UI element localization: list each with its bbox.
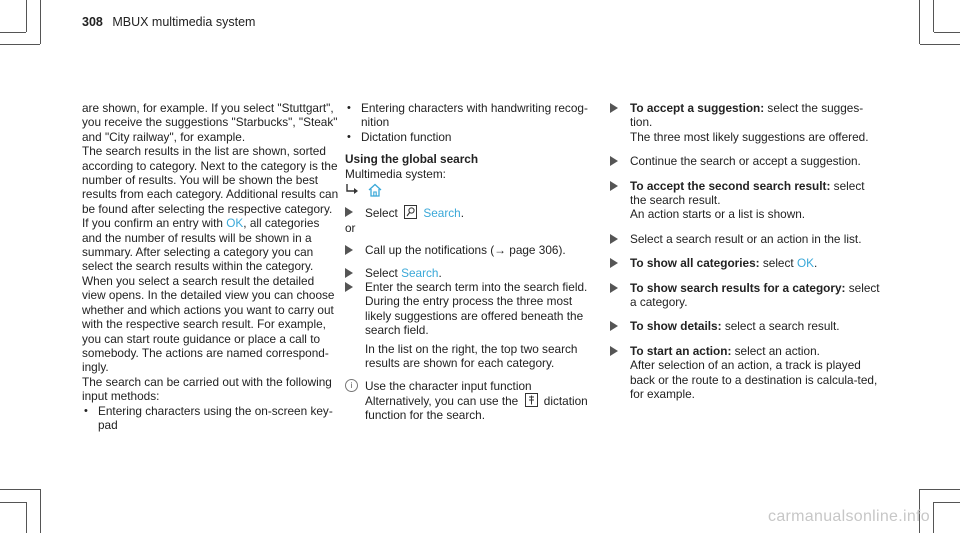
menu-path (345, 183, 595, 197)
page-title: MBUX multimedia system (112, 15, 256, 29)
step-title: To show details: (630, 319, 722, 334)
paragraph: In the list on the right, the top two search results are shown for each category. (365, 341, 578, 371)
text: Select (365, 265, 402, 280)
text: Continue the search or accept a suggestion. (630, 154, 861, 169)
paragraph: After selection of an action, a track is played back or the route to a destination is calcula-ted, for example. (630, 358, 878, 402)
step-title: To show all categories: (630, 256, 760, 271)
step-arrow-icon (610, 156, 618, 166)
text: select a search result. (721, 319, 840, 334)
step (610, 232, 880, 246)
watermark: carmanualsonline.info (768, 508, 930, 525)
text: . (460, 206, 465, 221)
text: If you confirm an entry with (82, 216, 227, 231)
page-number: 308 (82, 15, 103, 29)
ok-link[interactable]: OK (796, 256, 814, 271)
text: Alternatively, you can use the (365, 393, 522, 408)
note-text: Use the character input function (365, 378, 532, 393)
step-arrow-icon (610, 234, 618, 244)
crop-mark (920, 44, 960, 45)
step-arrow-icon (610, 258, 618, 268)
crop-mark (0, 489, 40, 490)
paragraph: An action starts or a list is shown. (630, 207, 806, 222)
ok-link[interactable]: OK (226, 216, 244, 231)
crop-mark (933, 502, 934, 533)
step (610, 319, 880, 333)
step-title: To start an action: (630, 343, 732, 358)
step (345, 266, 595, 280)
text: . (438, 265, 442, 280)
text: Select (365, 206, 402, 221)
crop-mark (934, 502, 960, 503)
column-2 (345, 101, 595, 423)
crop-mark (26, 0, 27, 32)
crop-mark (919, 0, 920, 44)
crop-mark (933, 0, 934, 32)
crop-mark (40, 0, 41, 44)
text: select the sugges-tion. (630, 101, 864, 130)
step (345, 280, 595, 294)
crop-mark (920, 489, 960, 490)
step-arrow-icon (610, 283, 618, 293)
step-arrow-icon (610, 346, 618, 356)
search-icon (404, 205, 417, 219)
text: select (759, 256, 797, 271)
crop-mark (934, 32, 960, 33)
paragraph: The three most likely suggestions are offered. (630, 129, 869, 144)
step-title: To show search results for a category: (630, 280, 846, 295)
menu-arrow-icon (345, 184, 359, 196)
column-3 (610, 101, 880, 402)
search-link[interactable]: Search (423, 206, 461, 221)
text: select a category. (630, 280, 880, 310)
section-heading: Using the global search (345, 152, 479, 167)
step-arrow-icon (345, 245, 353, 255)
crop-mark (0, 44, 40, 45)
crop-mark (0, 502, 26, 503)
text: select the search result. (630, 178, 865, 208)
or-label: or (345, 220, 356, 235)
step-arrow-icon (610, 103, 618, 113)
text: dictation function for the search. (365, 393, 588, 423)
text: . (814, 256, 818, 271)
list-item: • Dictation function (345, 130, 595, 144)
info-icon: i (345, 379, 358, 392)
microphone-icon (525, 393, 538, 407)
step-arrow-icon (610, 321, 618, 331)
text: , all categories and the number of results will be shown in a summary. After selecting a category you can select the search results within the category. When you select a search result the detailed view opens. In the detailed view you can choose whether and which actions you want to carry out with the respective search result. For example, you can start route guidance or place a call to somebody. The actions are named correspond-ingly. (82, 216, 335, 375)
step (610, 154, 880, 168)
step-arrow-icon (345, 282, 353, 292)
text: Call up the notifications (→ page 306). (365, 243, 566, 258)
step-arrow-icon (345, 268, 353, 278)
step-arrow-icon (345, 207, 353, 217)
step (610, 344, 880, 358)
step (610, 256, 880, 270)
info-note (345, 379, 595, 423)
step (345, 205, 595, 220)
search-link[interactable]: Search (401, 265, 439, 280)
step (345, 243, 595, 257)
list-item: • Entering characters using the on-screen key-pad (82, 404, 340, 433)
paragraph: are shown, for example. If you select "Stuttgart", you receive the suggestions "Starbucks", "Steak" and "City railway", for example. (82, 101, 338, 144)
menu-label: Multimedia system: (345, 166, 446, 181)
text: Enter the search term into the search field. (365, 280, 588, 295)
step (610, 179, 880, 208)
home-icon[interactable] (368, 183, 382, 197)
text: Select a search result or an action in the list. (630, 231, 862, 246)
step-title: To accept the second search result: (630, 178, 831, 193)
note-text (365, 393, 595, 423)
column-1 (82, 101, 340, 432)
step-arrow-icon (610, 181, 618, 191)
crop-mark (26, 502, 27, 533)
paragraph (82, 216, 340, 374)
crop-mark (0, 32, 26, 33)
list-item: • Entering characters with handwriting recog-nition (345, 101, 595, 130)
text: select an action. (731, 343, 820, 358)
crop-mark (40, 489, 41, 533)
step (610, 101, 880, 130)
page-header (82, 15, 255, 29)
paragraph: The search can be carried out with the following input methods: (82, 374, 332, 404)
paragraph: The search results in the list are shown, sorted according to category. Next to the category is the number of results. You will be shown the best results from each category. Additional results can be found after selecting the respective category. (82, 144, 339, 216)
paragraph: During the entry process the three most likely suggestions are offered beneath the search field. (365, 294, 584, 338)
step-title: To accept a suggestion: (630, 101, 765, 115)
step (610, 281, 880, 310)
